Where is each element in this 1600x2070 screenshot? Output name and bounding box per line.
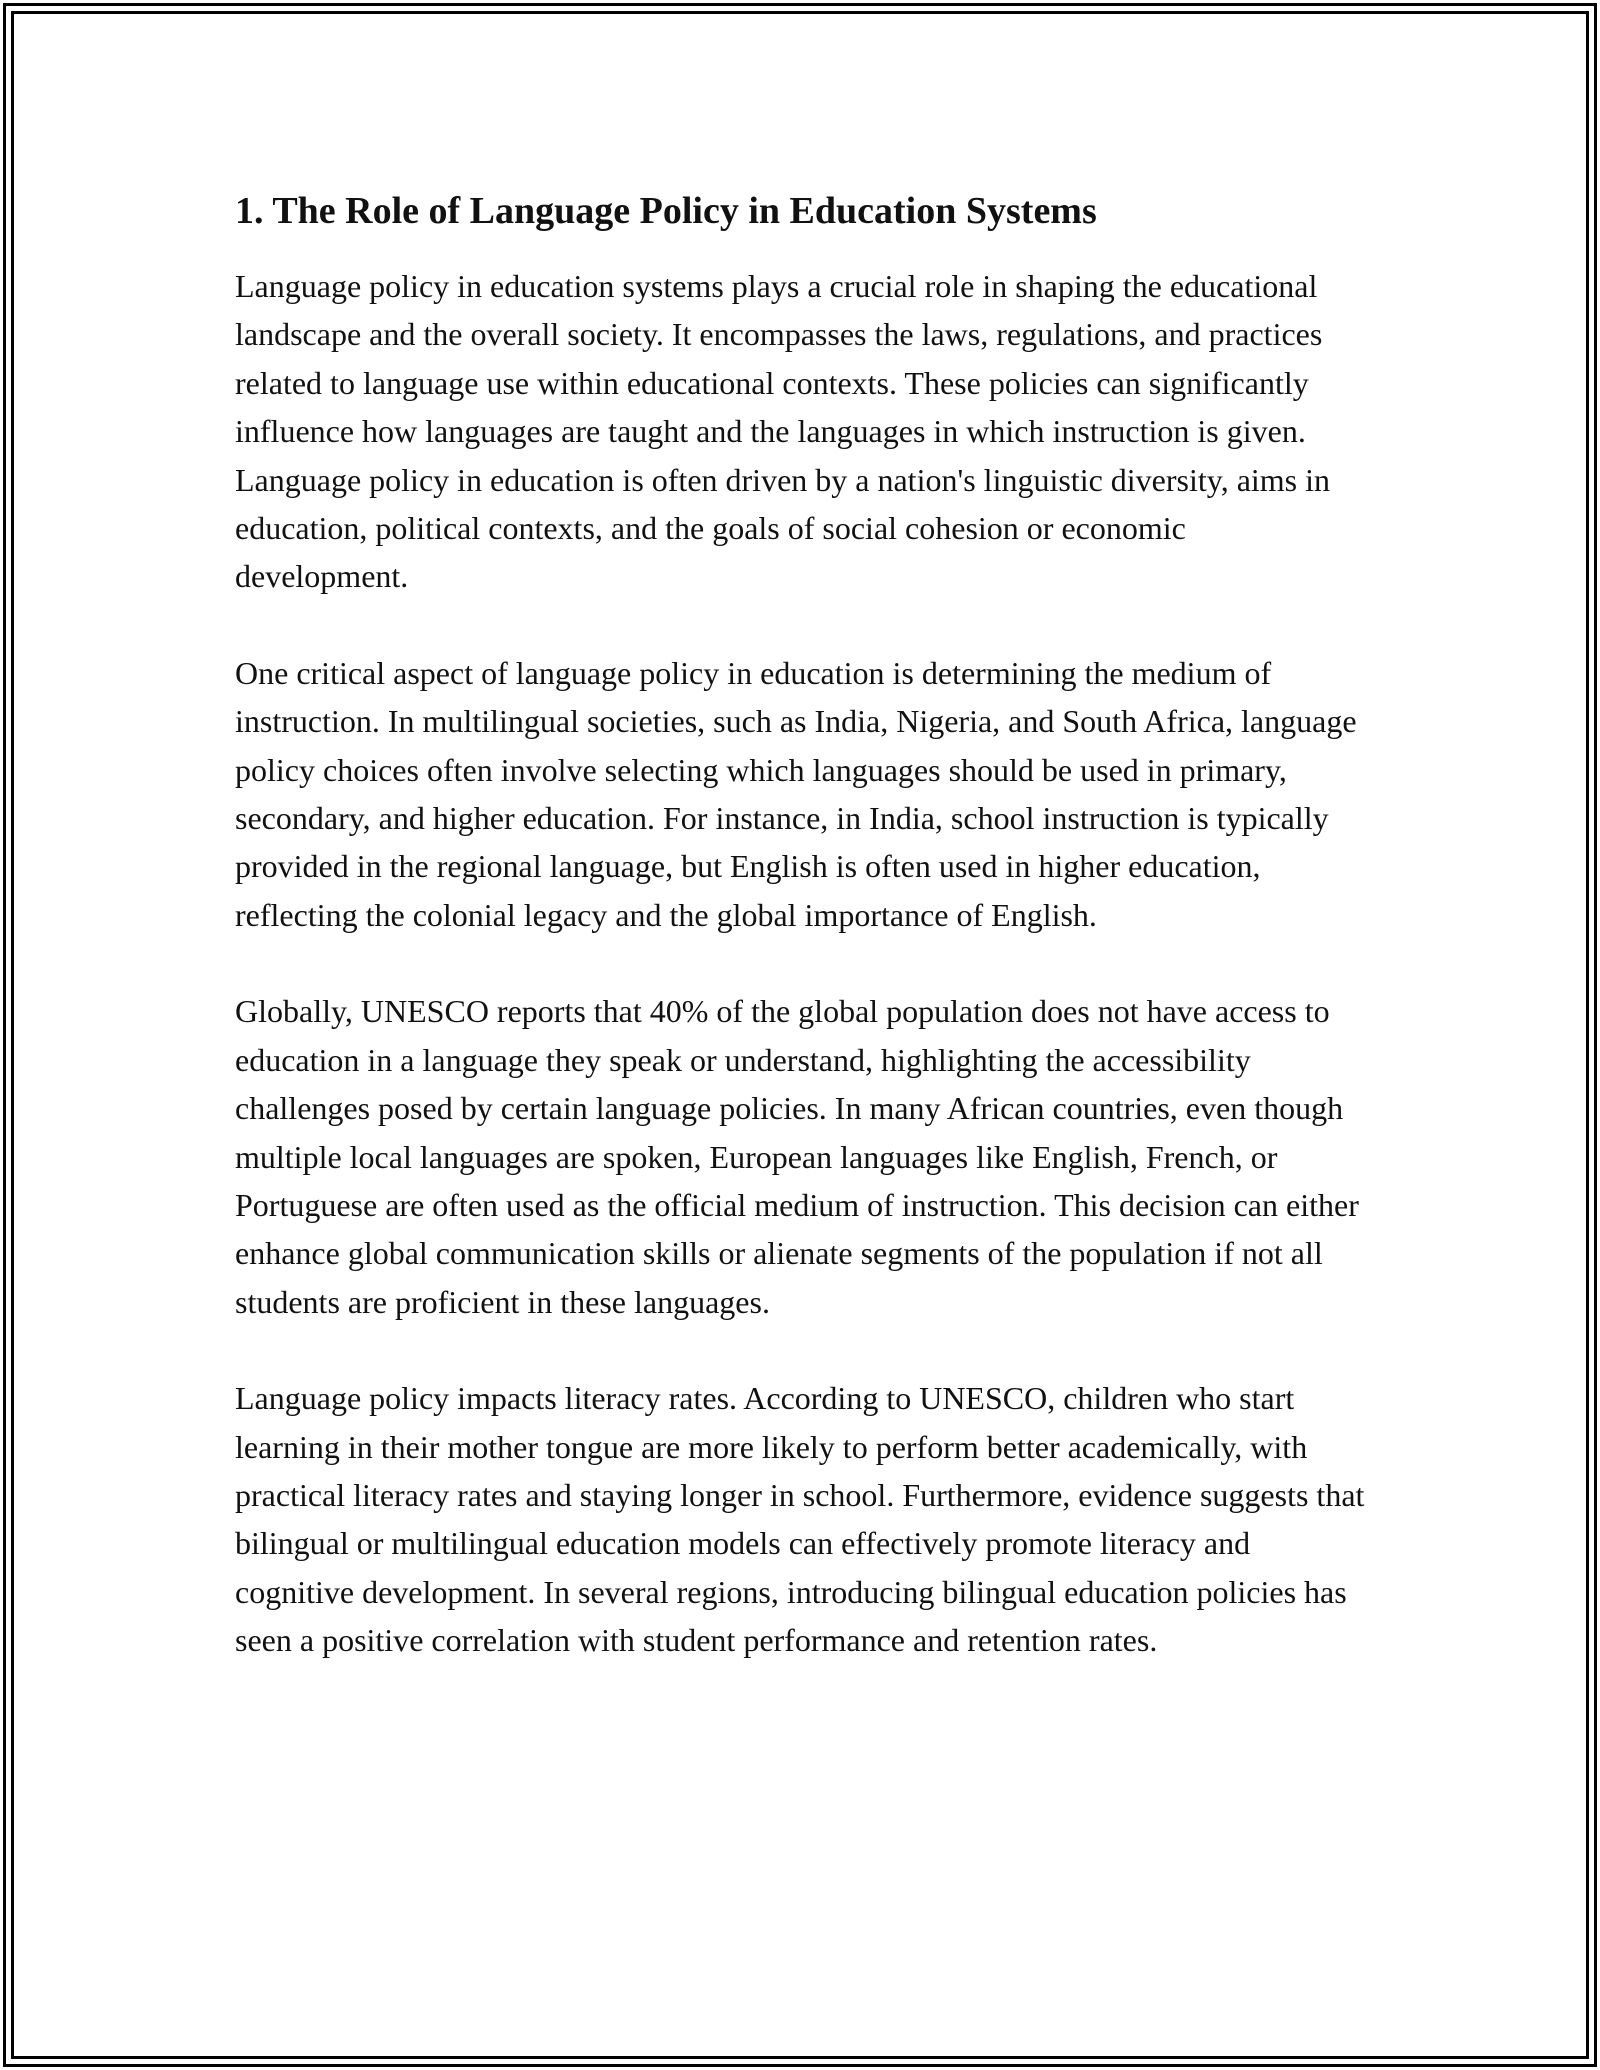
document-body bbox=[235, 186, 1365, 1713]
paragraph-3: Globally, UNESCO reports that 40% of the global population does not have access to education in a language they speak or understand, highlighting the accessibility challenges posed by certain language policies. In many African countries, even though multiple local languages are spoken, European languages like English, French, or Portuguese are often used as the official medium of instruction. This decision can either enhance global communication skills or alienate segments of the population if not all students are proficient in these languages. bbox=[235, 993, 1359, 1320]
paragraph-4: Language policy impacts literacy rates. According to UNESCO, children who start learning in their mother tongue are more likely to perform better academically, with practical literacy rates and staying longer in school. Furthermore, evidence suggests that bilingual or multilingual education models can effectively promote literacy and cognitive development. In several regions, introducing bilingual education policies has seen a positive correlation with student performance and retention rates. bbox=[235, 1380, 1365, 1659]
section-heading: 1. The Role of Language Policy in Education Systems bbox=[235, 190, 1097, 232]
paragraph-1: Language policy in education systems plays a crucial role in shaping the educational landscape and the overall society. It encompasses the laws, regulations, and practices related to language use within educational contexts. These policies can significantly influence how languages are taught and the languages in which instruction is given. Language policy in education is often driven by a nation's linguistic diversity, aims in education, political contexts, and the goals of social cohesion or economic development. bbox=[235, 268, 1331, 595]
paragraph-2: One critical aspect of language policy in education is determining the medium of instruction. In multilingual societies, such as India, Nigeria, and South Africa, language policy choices often involve selecting which languages should be used in primary, secondary, and higher education. For instance, in India, school instruction is typically provided in the regional language, but English is often used in higher education, reflecting the colonial legacy and the global importance of English. bbox=[235, 654, 1357, 933]
